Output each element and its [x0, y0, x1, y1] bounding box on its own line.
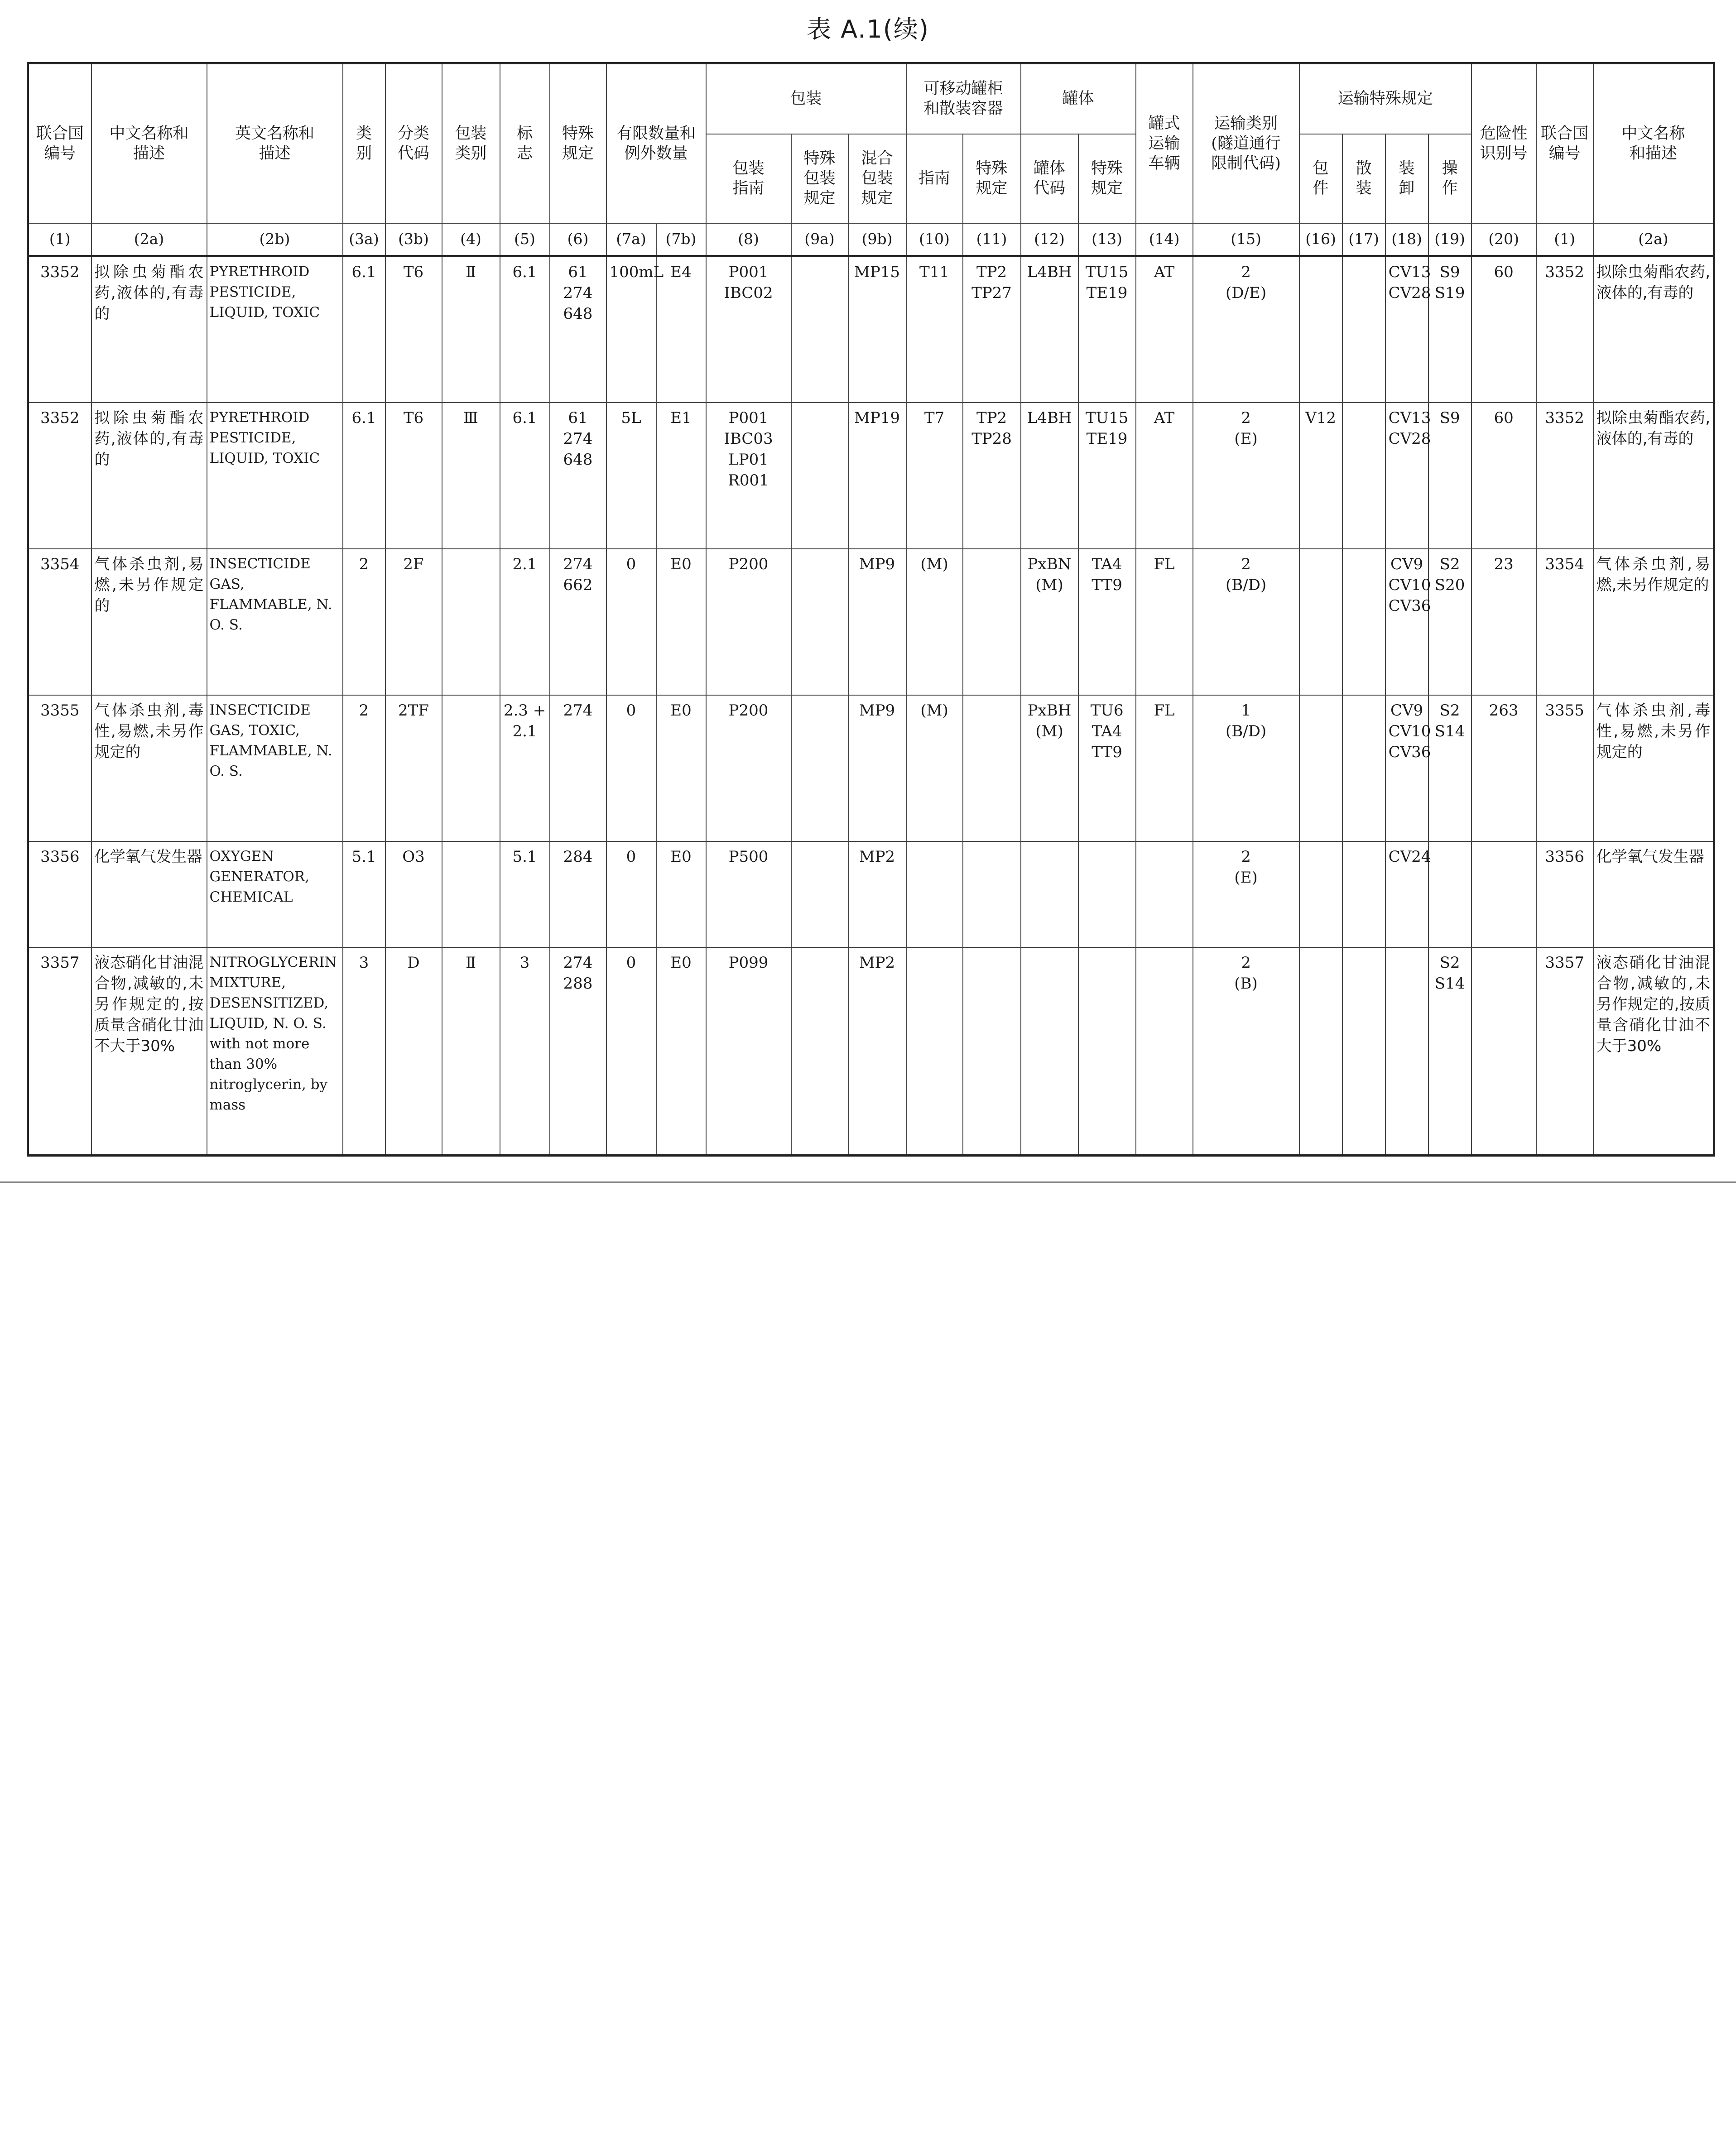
- mixed-packing-cell: MP9: [848, 549, 906, 695]
- un-number-cell: 3352: [28, 403, 91, 549]
- column-number: (3b): [385, 223, 442, 256]
- special-provisions-cell: 274 662: [550, 549, 606, 695]
- tank-special-cell: TU15 TE19: [1078, 256, 1136, 403]
- name-cn-cell: 拟除虫菊酯农药,液体的,有毒的: [91, 403, 207, 549]
- tank-vehicle-cell: AT: [1136, 403, 1193, 549]
- ts-loading-cell: CV13 CV28: [1385, 256, 1428, 403]
- classification-code-cell: 2TF: [385, 695, 442, 841]
- tank-special-cell: [1078, 841, 1136, 947]
- column-number: (1): [28, 223, 91, 256]
- label-cell: 3: [500, 947, 550, 1155]
- packing-group-cell: [442, 695, 500, 841]
- header-limited-quantities: 有限数量和 例外数量: [606, 63, 706, 223]
- hazard-id-cell: [1472, 947, 1536, 1155]
- ts-package-cell: [1299, 256, 1342, 403]
- table-row: [28, 947, 1714, 1155]
- special-packing-cell: [791, 695, 848, 841]
- un-number-right-cell: 3352: [1536, 256, 1593, 403]
- limited-quantity-cell: 5L: [606, 403, 656, 549]
- ts-bulk-cell: [1342, 549, 1385, 695]
- name-en-cell: PYRETHROID PESTICIDE, LIQUID, TOXIC: [207, 403, 343, 549]
- column-number: (10): [906, 223, 963, 256]
- header-name-cn-right: 中文名称 和描述: [1593, 63, 1714, 223]
- ts-bulk-cell: [1342, 256, 1385, 403]
- tank-vehicle-cell: AT: [1136, 256, 1193, 403]
- ts-loading-cell: CV9 CV10 CV36: [1385, 549, 1428, 695]
- classification-code-cell: 2F: [385, 549, 442, 695]
- special-provisions-cell: 61 274 648: [550, 403, 606, 549]
- mixed-packing-cell: MP15: [848, 256, 906, 403]
- un-number-cell: 3352: [28, 256, 91, 403]
- mixed-packing-cell: MP2: [848, 947, 906, 1155]
- mixed-packing-cell: MP9: [848, 695, 906, 841]
- special-provisions-cell: 274 288: [550, 947, 606, 1155]
- packing-group-cell: Ⅲ: [442, 403, 500, 549]
- hazard-id-cell: 60: [1472, 256, 1536, 403]
- header-ts-package: 包 件: [1299, 134, 1342, 223]
- column-number: (17): [1342, 223, 1385, 256]
- un-number-right-cell: 3352: [1536, 403, 1593, 549]
- limited-quantity-cell: 0: [606, 947, 656, 1155]
- ts-operation-cell: S9 S19: [1428, 256, 1472, 403]
- portable-tank-instruction-cell: (M): [906, 695, 963, 841]
- portable-tank-instruction-cell: (M): [906, 549, 963, 695]
- special-packing-cell: [791, 549, 848, 695]
- column-number: (7b): [656, 223, 706, 256]
- column-number: (13): [1078, 223, 1136, 256]
- class-cell: 2: [343, 549, 385, 695]
- table-row: [28, 695, 1714, 841]
- excepted-quantity-cell: E0: [656, 947, 706, 1155]
- special-provisions-cell: 274: [550, 695, 606, 841]
- portable-tank-special-cell: [963, 695, 1021, 841]
- tank-vehicle-cell: FL: [1136, 549, 1193, 695]
- column-number: (16): [1299, 223, 1342, 256]
- mixed-packing-cell: MP19: [848, 403, 906, 549]
- table-row: [28, 549, 1714, 695]
- column-number-row: [28, 223, 1714, 256]
- packing-instruction-cell: P200: [706, 695, 791, 841]
- dangerous-goods-table: [27, 62, 1715, 1157]
- excepted-quantity-cell: E4: [656, 256, 706, 403]
- ts-loading-cell: CV9 CV10 CV36: [1385, 695, 1428, 841]
- header-row-1: [28, 63, 1714, 134]
- header-transport-special: 运输特殊规定: [1299, 63, 1472, 134]
- packing-group-cell: [442, 549, 500, 695]
- classification-code-cell: T6: [385, 256, 442, 403]
- ts-loading-cell: CV13 CV28: [1385, 403, 1428, 549]
- header-un-no: 联合国 编号: [28, 63, 91, 223]
- name-en-cell: INSECTICIDE GAS, TOXIC, FLAMMABLE, N. O. S.: [207, 695, 343, 841]
- tank-vehicle-cell: [1136, 947, 1193, 1155]
- un-number-cell: 3354: [28, 549, 91, 695]
- mixed-packing-cell: MP2: [848, 841, 906, 947]
- page-divider: [0, 1181, 1736, 1183]
- portable-tank-special-cell: [963, 841, 1021, 947]
- ts-bulk-cell: [1342, 695, 1385, 841]
- packing-instruction-cell: P099: [706, 947, 791, 1155]
- header-tank-vehicle: 罐式 运输 车辆: [1136, 63, 1193, 223]
- label-cell: 5.1: [500, 841, 550, 947]
- header-tank-code: 罐体 代码: [1021, 134, 1078, 223]
- packing-instruction-cell: P001 IBC02: [706, 256, 791, 403]
- special-provisions-cell: 61 274 648: [550, 256, 606, 403]
- tank-code-cell: PxBH (M): [1021, 695, 1078, 841]
- limited-quantity-cell: 0: [606, 841, 656, 947]
- column-number: (5): [500, 223, 550, 256]
- label-cell: 6.1: [500, 256, 550, 403]
- column-number: (8): [706, 223, 791, 256]
- label-cell: 2.3 + 2.1: [500, 695, 550, 841]
- excepted-quantity-cell: E0: [656, 695, 706, 841]
- ts-operation-cell: S2 S20: [1428, 549, 1472, 695]
- excepted-quantity-cell: E1: [656, 403, 706, 549]
- name-en-cell: NITROGLYCERIN MIXTURE, DESENSITIZED, LIQUID, N. O. S. with not more than 30% nitroglycerin, by mass: [207, 947, 343, 1155]
- packing-group-cell: [442, 841, 500, 947]
- tank-code-cell: [1021, 841, 1078, 947]
- column-number: (12): [1021, 223, 1078, 256]
- column-number: (20): [1472, 223, 1536, 256]
- tank-code-cell: PxBN (M): [1021, 549, 1078, 695]
- tank-special-cell: TU6 TA4 TT9: [1078, 695, 1136, 841]
- header-packaging: 包装: [706, 63, 906, 134]
- table-row: [28, 841, 1714, 947]
- ts-loading-cell: [1385, 947, 1428, 1155]
- packing-instruction-cell: P200: [706, 549, 791, 695]
- un-number-right-cell: 3357: [1536, 947, 1593, 1155]
- column-number: (4): [442, 223, 500, 256]
- tank-vehicle-cell: [1136, 841, 1193, 947]
- label-cell: 6.1: [500, 403, 550, 549]
- column-number: (3a): [343, 223, 385, 256]
- ts-bulk-cell: [1342, 841, 1385, 947]
- tank-special-cell: [1078, 947, 1136, 1155]
- header-class-code: 分类 代码: [385, 63, 442, 223]
- tank-special-cell: TA4 TT9: [1078, 549, 1136, 695]
- class-cell: 3: [343, 947, 385, 1155]
- column-number: (6): [550, 223, 606, 256]
- header-special-packing: 特殊 包装 规定: [791, 134, 848, 223]
- ts-bulk-cell: [1342, 403, 1385, 549]
- excepted-quantity-cell: E0: [656, 841, 706, 947]
- column-number: (19): [1428, 223, 1472, 256]
- header-portable-tanks: 可移动罐柜 和散装容器: [906, 63, 1021, 134]
- transport-category-cell: 2 (E): [1193, 841, 1299, 947]
- portable-tank-special-cell: [963, 549, 1021, 695]
- classification-code-cell: D: [385, 947, 442, 1155]
- ts-operation-cell: S2 S14: [1428, 695, 1472, 841]
- portable-tank-special-cell: TP2 TP28: [963, 403, 1021, 549]
- un-number-right-cell: 3355: [1536, 695, 1593, 841]
- name-cn-right-cell: 液态硝化甘油混合物,减敏的,未另作规定的,按质量含硝化甘油不大于30%: [1593, 947, 1714, 1155]
- header-name-cn: 中文名称和 描述: [91, 63, 207, 223]
- name-cn-cell: 拟除虫菊酯农药,液体的,有毒的: [91, 256, 207, 403]
- ts-package-cell: [1299, 549, 1342, 695]
- limited-quantity-cell: 0: [606, 695, 656, 841]
- packing-group-cell: Ⅱ: [442, 947, 500, 1155]
- column-number: (14): [1136, 223, 1193, 256]
- class-cell: 6.1: [343, 403, 385, 549]
- name-cn-right-cell: 气体杀虫剂,毒性,易燃,未另作规定的: [1593, 695, 1714, 841]
- special-packing-cell: [791, 947, 848, 1155]
- header-tank-special: 特殊 规定: [1078, 134, 1136, 223]
- classification-code-cell: O3: [385, 841, 442, 947]
- header-packing-group: 包装 类别: [442, 63, 500, 223]
- portable-tank-instruction-cell: T7: [906, 403, 963, 549]
- transport-category-cell: 2 (B/D): [1193, 549, 1299, 695]
- limited-quantity-cell: 100mL: [606, 256, 656, 403]
- ts-package-cell: [1299, 841, 1342, 947]
- header-class: 类 别: [343, 63, 385, 223]
- name-cn-cell: 气体杀虫剂,毒性,易燃,未另作规定的: [91, 695, 207, 841]
- special-packing-cell: [791, 841, 848, 947]
- ts-operation-cell: S9: [1428, 403, 1472, 549]
- column-number: (9b): [848, 223, 906, 256]
- table-row: [28, 256, 1714, 403]
- header-mixed-packing: 混合 包装 规定: [848, 134, 906, 223]
- name-cn-right-cell: 气体杀虫剂,易燃,未另作规定的: [1593, 549, 1714, 695]
- ts-package-cell: V12: [1299, 403, 1342, 549]
- column-number: (2b): [207, 223, 343, 256]
- tank-code-cell: [1021, 947, 1078, 1155]
- packing-instruction-cell: P001 IBC03 LP01 R001: [706, 403, 791, 549]
- column-number: (18): [1385, 223, 1428, 256]
- label-cell: 2.1: [500, 549, 550, 695]
- transport-category-cell: 2 (B): [1193, 947, 1299, 1155]
- ts-package-cell: [1299, 947, 1342, 1155]
- name-cn-right-cell: 拟除虫菊酯农药,液体的,有毒的: [1593, 403, 1714, 549]
- un-number-cell: 3357: [28, 947, 91, 1155]
- ts-bulk-cell: [1342, 947, 1385, 1155]
- transport-category-cell: 1 (B/D): [1193, 695, 1299, 841]
- name-en-cell: INSECTICIDE GAS, FLAMMABLE, N. O. S.: [207, 549, 343, 695]
- name-cn-right-cell: 拟除虫菊酯农药,液体的,有毒的: [1593, 256, 1714, 403]
- column-number: (2a): [1593, 223, 1714, 256]
- hazard-id-cell: 23: [1472, 549, 1536, 695]
- header-pt-instruction: 指南: [906, 134, 963, 223]
- header-special-provisions: 特殊 规定: [550, 63, 606, 223]
- hazard-id-cell: 60: [1472, 403, 1536, 549]
- name-cn-right-cell: 化学氧气发生器: [1593, 841, 1714, 947]
- name-cn-cell: 化学氧气发生器: [91, 841, 207, 947]
- name-en-cell: OXYGEN GENERATOR, CHEMICAL: [207, 841, 343, 947]
- table-title: 表 A.1(续): [807, 15, 929, 43]
- column-number: (15): [1193, 223, 1299, 256]
- header-ts-operation: 操 作: [1428, 134, 1472, 223]
- un-number-cell: 3356: [28, 841, 91, 947]
- header-pt-special: 特殊 规定: [963, 134, 1021, 223]
- un-number-right-cell: 3354: [1536, 549, 1593, 695]
- transport-category-cell: 2 (D/E): [1193, 256, 1299, 403]
- tank-code-cell: L4BH: [1021, 403, 1078, 549]
- class-cell: 6.1: [343, 256, 385, 403]
- header-label: 标 志: [500, 63, 550, 223]
- packing-instruction-cell: P500: [706, 841, 791, 947]
- class-cell: 2: [343, 695, 385, 841]
- portable-tank-special-cell: [963, 947, 1021, 1155]
- class-cell: 5.1: [343, 841, 385, 947]
- special-provisions-cell: 284: [550, 841, 606, 947]
- column-number: (2a): [91, 223, 207, 256]
- name-cn-cell: 气体杀虫剂,易燃,未另作规定的: [91, 549, 207, 695]
- ts-loading-cell: CV24: [1385, 841, 1428, 947]
- tank-code-cell: L4BH: [1021, 256, 1078, 403]
- ts-package-cell: [1299, 695, 1342, 841]
- header-un-no-right: 联合国 编号: [1536, 63, 1593, 223]
- excepted-quantity-cell: E0: [656, 549, 706, 695]
- header-ts-loading: 装 卸: [1385, 134, 1428, 223]
- header-ts-bulk: 散 装: [1342, 134, 1385, 223]
- portable-tank-instruction-cell: [906, 947, 963, 1155]
- header-packing-instruction: 包装 指南: [706, 134, 791, 223]
- packing-group-cell: Ⅱ: [442, 256, 500, 403]
- tank-special-cell: TU15 TE19: [1078, 403, 1136, 549]
- portable-tank-instruction-cell: T11: [906, 256, 963, 403]
- header-hazard-id: 危险性 识别号: [1472, 63, 1536, 223]
- un-number-right-cell: 3356: [1536, 841, 1593, 947]
- un-number-cell: 3355: [28, 695, 91, 841]
- table-row: [28, 403, 1714, 549]
- hazard-id-cell: [1472, 841, 1536, 947]
- name-cn-cell: 液态硝化甘油混合物,减敏的,未另作规定的,按质量含硝化甘油不大于30%: [91, 947, 207, 1155]
- tank-vehicle-cell: FL: [1136, 695, 1193, 841]
- special-packing-cell: [791, 256, 848, 403]
- column-number: (9a): [791, 223, 848, 256]
- header-tank: 罐体: [1021, 63, 1136, 134]
- name-en-cell: PYRETHROID PESTICIDE, LIQUID, TOXIC: [207, 256, 343, 403]
- column-number: (11): [963, 223, 1021, 256]
- portable-tank-instruction-cell: [906, 841, 963, 947]
- header-transport-category: 运输类别 (隧道通行 限制代码): [1193, 63, 1299, 223]
- header-name-en: 英文名称和 描述: [207, 63, 343, 223]
- special-packing-cell: [791, 403, 848, 549]
- ts-operation-cell: [1428, 841, 1472, 947]
- classification-code-cell: T6: [385, 403, 442, 549]
- ts-operation-cell: S2 S14: [1428, 947, 1472, 1155]
- column-number: (1): [1536, 223, 1593, 256]
- column-number: (7a): [606, 223, 656, 256]
- transport-category-cell: 2 (E): [1193, 403, 1299, 549]
- hazard-id-cell: 263: [1472, 695, 1536, 841]
- portable-tank-special-cell: TP2 TP27: [963, 256, 1021, 403]
- limited-quantity-cell: 0: [606, 549, 656, 695]
